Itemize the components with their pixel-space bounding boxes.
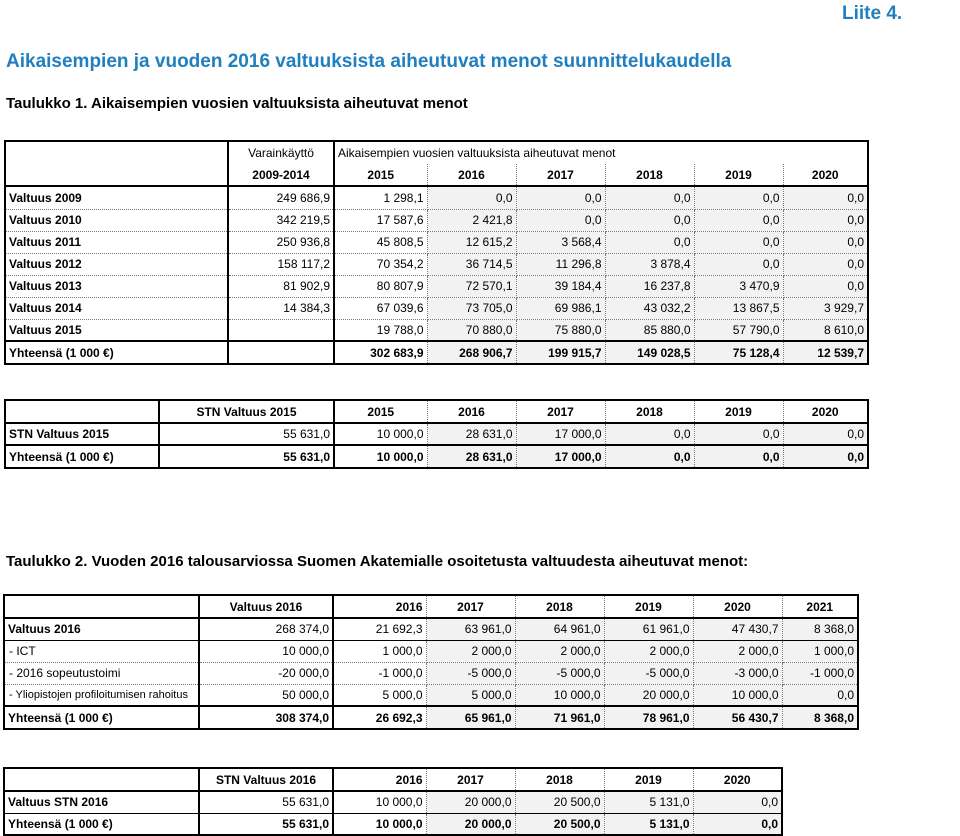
appendix-label: Liite 4. [842,3,903,24]
cell: 0,0 [694,231,783,253]
cell: -5 000,0 [515,662,604,684]
cell: 199 915,7 [516,341,605,364]
table4-col-header: 2019 [604,768,693,791]
cell: 19 788,0 [334,319,427,341]
row-label: - Yliopistojen profiloitumisen rahoitus [4,684,199,706]
cell: 0,0 [783,209,868,231]
row-label: Yhteensä (1 000 €) [4,813,199,835]
row-label: - 2016 sopeutustoimi [4,662,199,684]
table-row [5,253,868,275]
table4-col-header: 2017 [426,768,515,791]
cell: 268 374,0 [199,618,333,640]
cell: 268 906,7 [427,341,516,364]
table4-col-header: STN Valtuus 2016 [199,768,333,791]
row-label: Valtuus 2009 [5,186,228,209]
cell: 17 000,0 [516,445,605,468]
table2-col-header: 2016 [427,400,516,423]
table1-prior-authorizations [4,140,869,365]
cell: 17 000,0 [516,423,605,445]
cell: 1 298,1 [334,186,427,209]
table-row [5,186,868,209]
table1-group-left: Varainkäyttö [228,141,334,164]
cell: 10 000,0 [333,813,426,835]
cell: 61 961,0 [604,618,693,640]
cell: 0,0 [694,423,783,445]
cell: 47 430,7 [693,618,782,640]
cell: 20 000,0 [426,813,515,835]
cell: 75 128,4 [694,341,783,364]
cell: 5 131,0 [604,791,693,813]
table2-col-header: STN Valtuus 2015 [159,400,334,423]
table3-col-header: 2019 [604,595,693,618]
cell: 39 184,4 [516,275,605,297]
cell: 0,0 [783,231,868,253]
cell: 85 880,0 [605,319,694,341]
cell: 67 039,6 [334,297,427,319]
cell [228,319,334,341]
row-label: Valtuus 2011 [5,231,228,253]
table2-col-header: 2015 [334,400,427,423]
table1-col-header: 2018 [605,164,694,186]
cell: 0,0 [782,684,858,706]
total-row [5,341,868,364]
table1-header-blank [5,141,228,164]
cell: -20 000,0 [199,662,333,684]
table1-col-header: 2017 [516,164,605,186]
cell: 10 000,0 [334,445,427,468]
cell: 3 929,7 [783,297,868,319]
cell: 73 705,0 [427,297,516,319]
cell: 0,0 [694,209,783,231]
cell: -5 000,0 [426,662,515,684]
cell: 5 000,0 [426,684,515,706]
cell: 71 961,0 [515,706,604,729]
cell: 56 430,7 [693,706,782,729]
cell: 2 000,0 [426,640,515,662]
row-label: Valtuus STN 2016 [4,791,199,813]
cell: 75 880,0 [516,319,605,341]
row-label: Yhteensä (1 000 €) [5,445,159,468]
cell: 28 631,0 [427,423,516,445]
cell: 69 986,1 [516,297,605,319]
cell: 342 219,5 [228,209,334,231]
cell: 57 790,0 [694,319,783,341]
cell: 63 961,0 [426,618,515,640]
cell: 36 714,5 [427,253,516,275]
cell: 0,0 [694,186,783,209]
table1-col-header: 2019 [694,164,783,186]
row-label: Valtuus 2016 [4,618,199,640]
cell: 43 032,2 [605,297,694,319]
cell: 10 000,0 [693,684,782,706]
cell: 17 587,6 [334,209,427,231]
cell: 149 028,5 [605,341,694,364]
row-label: Yhteensä (1 000 €) [5,341,228,364]
table3-col-header: 2016 [333,595,426,618]
table2-col-header: 2018 [605,400,694,423]
cell: 0,0 [694,445,783,468]
cell: 249 686,9 [228,186,334,209]
cell: 12 615,2 [427,231,516,253]
total-row [4,813,782,835]
cell: 2 000,0 [515,640,604,662]
row-label: Valtuus 2010 [5,209,228,231]
table2-col-header: 2017 [516,400,605,423]
table1-caption: Taulukko 1. Aikaisempien vuosien valtuuksista aiheutuvat menot [6,95,468,112]
cell: 45 808,5 [334,231,427,253]
cell: 26 692,3 [333,706,426,729]
table-row [4,684,858,706]
table-row [4,791,782,813]
cell: 2 000,0 [693,640,782,662]
cell: 1 000,0 [333,640,426,662]
row-label: STN Valtuus 2015 [5,423,159,445]
cell: 0,0 [693,813,782,835]
cell: 13 867,5 [694,297,783,319]
table-row [5,231,868,253]
cell: 5 131,0 [604,813,693,835]
table4-stn-2016 [3,767,783,836]
cell: 28 631,0 [427,445,516,468]
cell: 80 807,9 [334,275,427,297]
cell: 250 936,8 [228,231,334,253]
cell: 308 374,0 [199,706,333,729]
table1-col-header: 2020 [783,164,868,186]
table2-col-header: 2020 [783,400,868,423]
row-label: Yhteensä (1 000 €) [4,706,199,729]
table-row [4,618,858,640]
cell: 55 631,0 [199,791,333,813]
cell: 0,0 [783,186,868,209]
cell: 2 000,0 [604,640,693,662]
cell: 55 631,0 [199,813,333,835]
cell: 0,0 [605,445,694,468]
cell: 0,0 [427,186,516,209]
cell: 50 000,0 [199,684,333,706]
table-row [5,209,868,231]
cell: 21 692,3 [333,618,426,640]
cell: 0,0 [783,445,868,468]
cell: 3 878,4 [605,253,694,275]
cell: 20 500,0 [515,813,604,835]
cell: 0,0 [605,209,694,231]
table3-col-header: 2017 [426,595,515,618]
table3-col-header: 2020 [693,595,782,618]
row-label: Valtuus 2013 [5,275,228,297]
table3-valtuus-2016 [3,594,859,730]
table3-col-header: Valtuus 2016 [199,595,333,618]
cell: 81 902,9 [228,275,334,297]
cell: 0,0 [516,186,605,209]
cell: 8 610,0 [783,319,868,341]
cell: -1 000,0 [782,662,858,684]
table1-col-header: 2015 [334,164,427,186]
cell: 0,0 [783,275,868,297]
table4-col-header: 2018 [515,768,604,791]
row-label: Valtuus 2012 [5,253,228,275]
cell: 78 961,0 [604,706,693,729]
cell: 70 354,2 [334,253,427,275]
table1-col-header: 2009-2014 [228,164,334,186]
cell: 0,0 [605,231,694,253]
table-row [5,423,868,445]
cell: 0,0 [516,209,605,231]
table2-col-header: 2019 [694,400,783,423]
cell: 5 000,0 [333,684,426,706]
cell: 2 421,8 [427,209,516,231]
total-row [5,445,868,468]
cell: 72 570,1 [427,275,516,297]
cell: 10 000,0 [515,684,604,706]
cell: 10 000,0 [333,791,426,813]
cell: 65 961,0 [426,706,515,729]
cell: 70 880,0 [427,319,516,341]
cell: 1 000,0 [782,640,858,662]
table4-col-header: 2020 [693,768,782,791]
table-row [5,297,868,319]
cell: 10 000,0 [334,423,427,445]
cell: 55 631,0 [159,445,334,468]
cell: 0,0 [783,253,868,275]
cell: 0,0 [605,423,694,445]
row-label: - ICT [4,640,199,662]
cell: 20 000,0 [426,791,515,813]
cell: 3 470,9 [694,275,783,297]
row-label: Valtuus 2015 [5,319,228,341]
cell: 0,0 [693,791,782,813]
table1-group-right: Aikaisempien vuosien valtuuksista aiheutuvat menot [334,141,868,164]
cell: 10 000,0 [199,640,333,662]
table3-col-header: 2018 [515,595,604,618]
cell: 0,0 [605,186,694,209]
cell: 12 539,7 [783,341,868,364]
cell: 14 384,3 [228,297,334,319]
table4-col-header: 2016 [333,768,426,791]
table2-stn-2015 [4,399,869,469]
table-row [4,640,858,662]
cell: 20 500,0 [515,791,604,813]
cell: 158 117,2 [228,253,334,275]
table3-col-header: 2021 [782,595,858,618]
cell: 20 000,0 [604,684,693,706]
cell: 302 683,9 [334,341,427,364]
table-row [5,319,868,341]
cell: 64 961,0 [515,618,604,640]
cell: 8 368,0 [782,618,858,640]
total-row [4,706,858,729]
cell: 3 568,4 [516,231,605,253]
cell [228,341,334,364]
table2-caption: Taulukko 2. Vuoden 2016 talousarviossa Suomen Akatemialle osoitetusta valtuudesta aiheutuvat menot: [6,553,749,570]
table-row [5,275,868,297]
cell: -5 000,0 [604,662,693,684]
page-title: Aikaisempien ja vuoden 2016 valtuuksista aiheutuvat menot suunnittelukaudella [6,51,732,72]
cell: 11 296,8 [516,253,605,275]
cell: -3 000,0 [693,662,782,684]
table1-col-header: 2016 [427,164,516,186]
cell: 8 368,0 [782,706,858,729]
cell: 0,0 [783,423,868,445]
cell: -1 000,0 [333,662,426,684]
cell: 0,0 [694,253,783,275]
cell: 55 631,0 [159,423,334,445]
table-row [4,662,858,684]
row-label: Valtuus 2014 [5,297,228,319]
cell: 16 237,8 [605,275,694,297]
